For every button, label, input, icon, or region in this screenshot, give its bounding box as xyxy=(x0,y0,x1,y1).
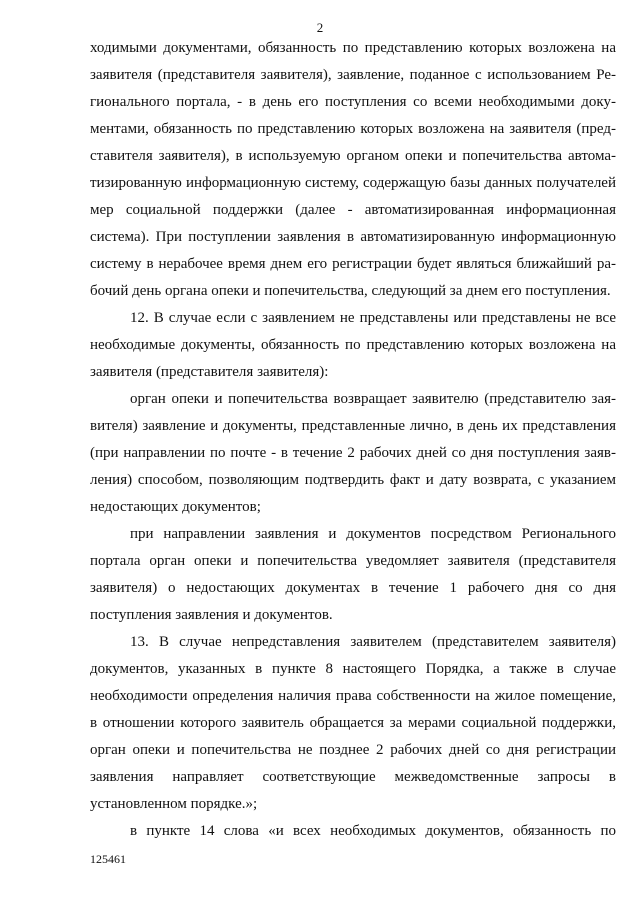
document-body xyxy=(90,35,616,845)
paragraph-return-documents: орган опеки и попечительства возвращает заявителю (представителю заявителя) заявление и документы, представленные лично, в день их представления (при направлении по почте - в течение 2 рабочих дней со дня поступления заявления) способом, позволяющим подтвердить факт и дату возврата, с указанием недостающих документов; xyxy=(90,391,616,515)
paragraph-item-13: 13. В случае непредставления заявителем (представителем заявителя) документов, указанных в пункте 8 настоящего Порядка, а также в случае необходимости определения наличия права собственности на жилое помещение, в отношении которого заявитель обращается за мерами социальной поддержки, орган опеки и попечительства не позднее 2 рабочих дней со дня регистрации заявления направляет соответствующие межведомственные запросы в установленном порядке.»; xyxy=(90,634,616,812)
paragraph-item-14: в пункте 14 слова «и всех необходимых документов, обязанность по xyxy=(130,823,616,839)
paragraph-item-12: 12. В случае если с заявлением не представлены или представлены не все необходимые документы, обязанность по представлению которых возложена на заявителя (представителя заявителя): xyxy=(90,310,616,380)
paragraph-regional-portal: при направлении заявления и документов посредством Регионального портала орган опеки и попечительства уведомляет заявителя (представителя заявителя) о недостающих документах в течение 1 рабочего дня со дня поступления заявления и документов. xyxy=(90,526,616,623)
paragraph-continuation: ходимыми документами, обязанность по представлению которых возложена на заявителя (представителя заявителя), заявление, поданное с использованием Регионального портала, - в день его поступления со всеми необходимыми документами, обязанность по представлению которых возложена на заявителя (представителя заявителя), в используемую органом опеки и попечительства автоматизированную информационную систему, содержащую базы данных получателей мер социальной поддержки (далее - автоматизированная информационная система). При поступлении заявления в автоматизированную информационную систему в нерабочее время днем его регистрации будет являться ближайший рабочий день органа опеки и попечительства, следующий за днем его поступления. xyxy=(90,40,616,299)
document-code: 125461 xyxy=(90,852,126,866)
page-number: 2 xyxy=(316,20,324,35)
